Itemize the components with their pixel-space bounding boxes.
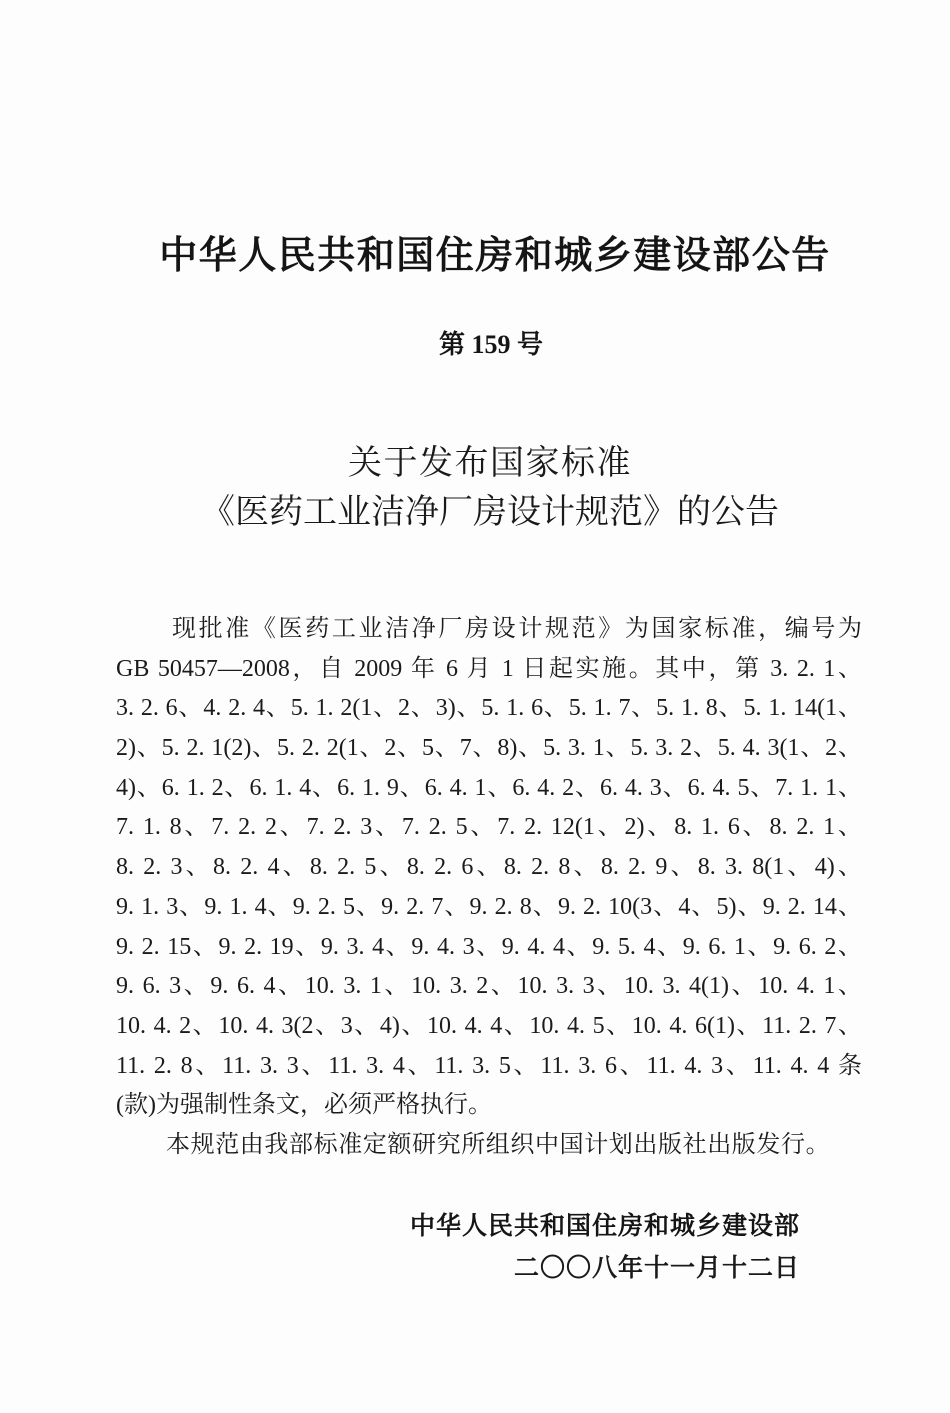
- paragraph-line: 7. 1. 8、7. 2. 2、7. 2. 3、7. 2. 5、7. 2. 12(1、2)、8. 1. 6、8. 2. 1、: [116, 814, 862, 841]
- announcement-body: [116, 610, 862, 1166]
- publishing-paragraph: 本规范由我部标准定额研究所组织中国计划出版社出版发行。: [166, 1131, 831, 1158]
- paragraph-line: (款)为强制性条文，必须严格执行。: [116, 1092, 492, 1119]
- subject-line-1: 关于发布国家标准: [348, 445, 632, 482]
- subject-line-2: 《医药工业洁净厂房设计规范》的公告: [201, 494, 779, 531]
- signature-issuer: 中华人民共和国住房和城乡建设部: [409, 1211, 800, 1240]
- paragraph-line: 4)、6. 1. 2、6. 1. 4、6. 1. 9、6. 4. 1、6. 4. 2、6. 4. 3、6. 4. 5、7. 1. 1、: [116, 774, 862, 801]
- signature-date: 二〇〇八年十一月十二日: [513, 1253, 800, 1282]
- paragraph-line: 10. 4. 2、10. 4. 3(2、3、4)、10. 4. 4、10. 4. 5、10. 4. 6(1)、11. 2. 7、: [116, 1012, 862, 1039]
- announcement-title: 中华人民共和国住房和城乡建设部公告: [159, 233, 831, 277]
- paragraph-line: 9. 6. 3、9. 6. 4、10. 3. 1、10. 3. 2、10. 3. 3、10. 3. 4(1)、10. 4. 1、: [116, 973, 862, 1000]
- paragraph-line: GB 50457—2008，自 2009 年 6 月 1 日起实施。其中，第 3. 2. 1、: [116, 655, 862, 682]
- paragraph-line: 2)、5. 2. 1(2)、5. 2. 2(1、2、5、7、8)、5. 3. 1、5. 3. 2、5. 4. 3(1、2、: [116, 735, 862, 762]
- paragraph-line: 9. 1. 3、9. 1. 4、9. 2. 5、9. 2. 7、9. 2. 8、9. 2. 10(3、4、5)、9. 2. 14、: [116, 893, 862, 920]
- paragraph-line: 现批准《医药工业洁净厂房设计规范》为国家标准，编号为: [172, 616, 862, 642]
- paragraph-line: 9. 2. 15、9. 2. 19、9. 3. 4、9. 4. 3、9. 4. 4、9. 5. 4、9. 6. 1、9. 6. 2、: [116, 933, 862, 960]
- announcement-number: 第 159 号: [438, 330, 543, 359]
- paragraph-line: 11. 2. 8、11. 3. 3、11. 3. 4、11. 3. 5、11. 3. 6、11. 4. 3、11. 4. 4 条: [116, 1052, 862, 1079]
- paragraph-line: 3. 2. 6、4. 2. 4、5. 1. 2(1、2、3)、5. 1. 6、5. 1. 7、5. 1. 8、5. 1. 14(1、: [116, 695, 862, 722]
- paragraph-line: 8. 2. 3、8. 2. 4、8. 2. 5、8. 2. 6、8. 2. 8、8. 2. 9、8. 3. 8(1、4)、: [116, 854, 862, 881]
- announcement-subject: [135, 439, 845, 537]
